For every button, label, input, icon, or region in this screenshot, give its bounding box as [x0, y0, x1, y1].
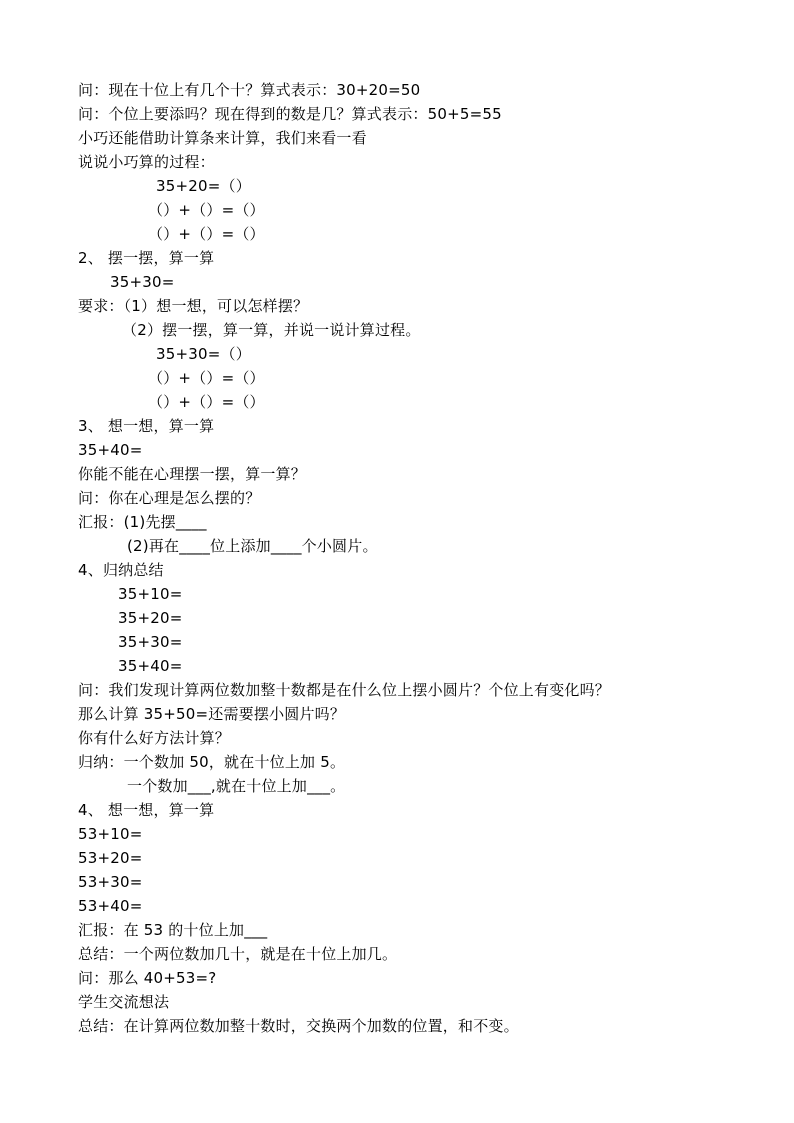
- equation-line: （）+（）=（）: [148, 201, 265, 219]
- equation-line: （）+（）=（）: [148, 225, 265, 243]
- equation-line: 53+20=: [78, 849, 143, 867]
- section-heading: 4、归纳总结: [78, 561, 164, 579]
- text-line: 要求：（1）想一想，可以怎样摆？: [78, 297, 309, 315]
- equation-line: 35+40=: [78, 441, 143, 459]
- text-line: 问：那么 40+53=?: [78, 969, 217, 987]
- text-line: 那么计算 35+50=还需要摆小圆片吗？: [78, 705, 346, 723]
- equation-line: （）+（）=（）: [148, 393, 265, 411]
- equation-line: 35+20=（）: [156, 177, 251, 195]
- text-line: 问：个位上要添吗？现在得到的数是几？算式表示：50+5=55: [78, 105, 502, 123]
- equation-line: 35+30=: [118, 633, 183, 651]
- text-line: （2）摆一摆，算一算，并说一说计算过程。: [122, 321, 421, 339]
- equation-line: （）+（）=（）: [148, 369, 265, 387]
- section-heading: 4、 想一想，算一算: [78, 801, 215, 819]
- text-line: 一个数加___,就在十位上加___。: [127, 777, 346, 795]
- text-line: (2)再在____位上添加____个小圆片。: [127, 537, 378, 555]
- equation-line: 35+20=: [118, 609, 183, 627]
- section-heading: 3、 想一想，算一算: [78, 417, 215, 435]
- text-line: 总结：在计算两位数加整十数时，交换两个加数的位置，和不变。: [78, 1017, 519, 1035]
- equation-line: 35+40=: [118, 657, 183, 675]
- text-line: 你能不能在心理摆一摆，算一算？: [78, 465, 307, 483]
- equation-line: 53+10=: [78, 825, 143, 843]
- equation-line: 53+40=: [78, 897, 143, 915]
- text-line: 小巧还能借助计算条来计算，我们来看一看: [78, 129, 367, 147]
- text-line: 说说小巧算的过程：: [78, 153, 215, 171]
- equation-line: 35+30=: [110, 273, 175, 291]
- equation-line: 53+30=: [78, 873, 143, 891]
- text-line: 汇报：在 53 的十位上加___: [78, 921, 268, 939]
- text-line: 问：你在心理是怎么摆的？: [78, 489, 261, 507]
- text-line: 归纳：一个数加 50，就在十位上加 5。: [78, 753, 346, 771]
- text-line: 总结：一个两位数加几十，就是在十位上加几。: [78, 945, 398, 963]
- text-line: 你有什么好方法计算？: [78, 729, 231, 747]
- equation-line: 35+10=: [118, 585, 183, 603]
- text-line: 汇报：(1)先摆____: [78, 513, 207, 531]
- text-line: 学生交流想法: [78, 993, 170, 1011]
- section-heading: 2、 摆一摆，算一算: [78, 249, 215, 267]
- equation-line: 35+30=（）: [156, 345, 251, 363]
- text-line: 问：现在十位上有几个十？算式表示：30+20=50: [78, 81, 421, 99]
- text-line: 问：我们发现计算两位数加整十数都是在什么位上摆小圆片？个位上有变化吗？: [78, 681, 611, 699]
